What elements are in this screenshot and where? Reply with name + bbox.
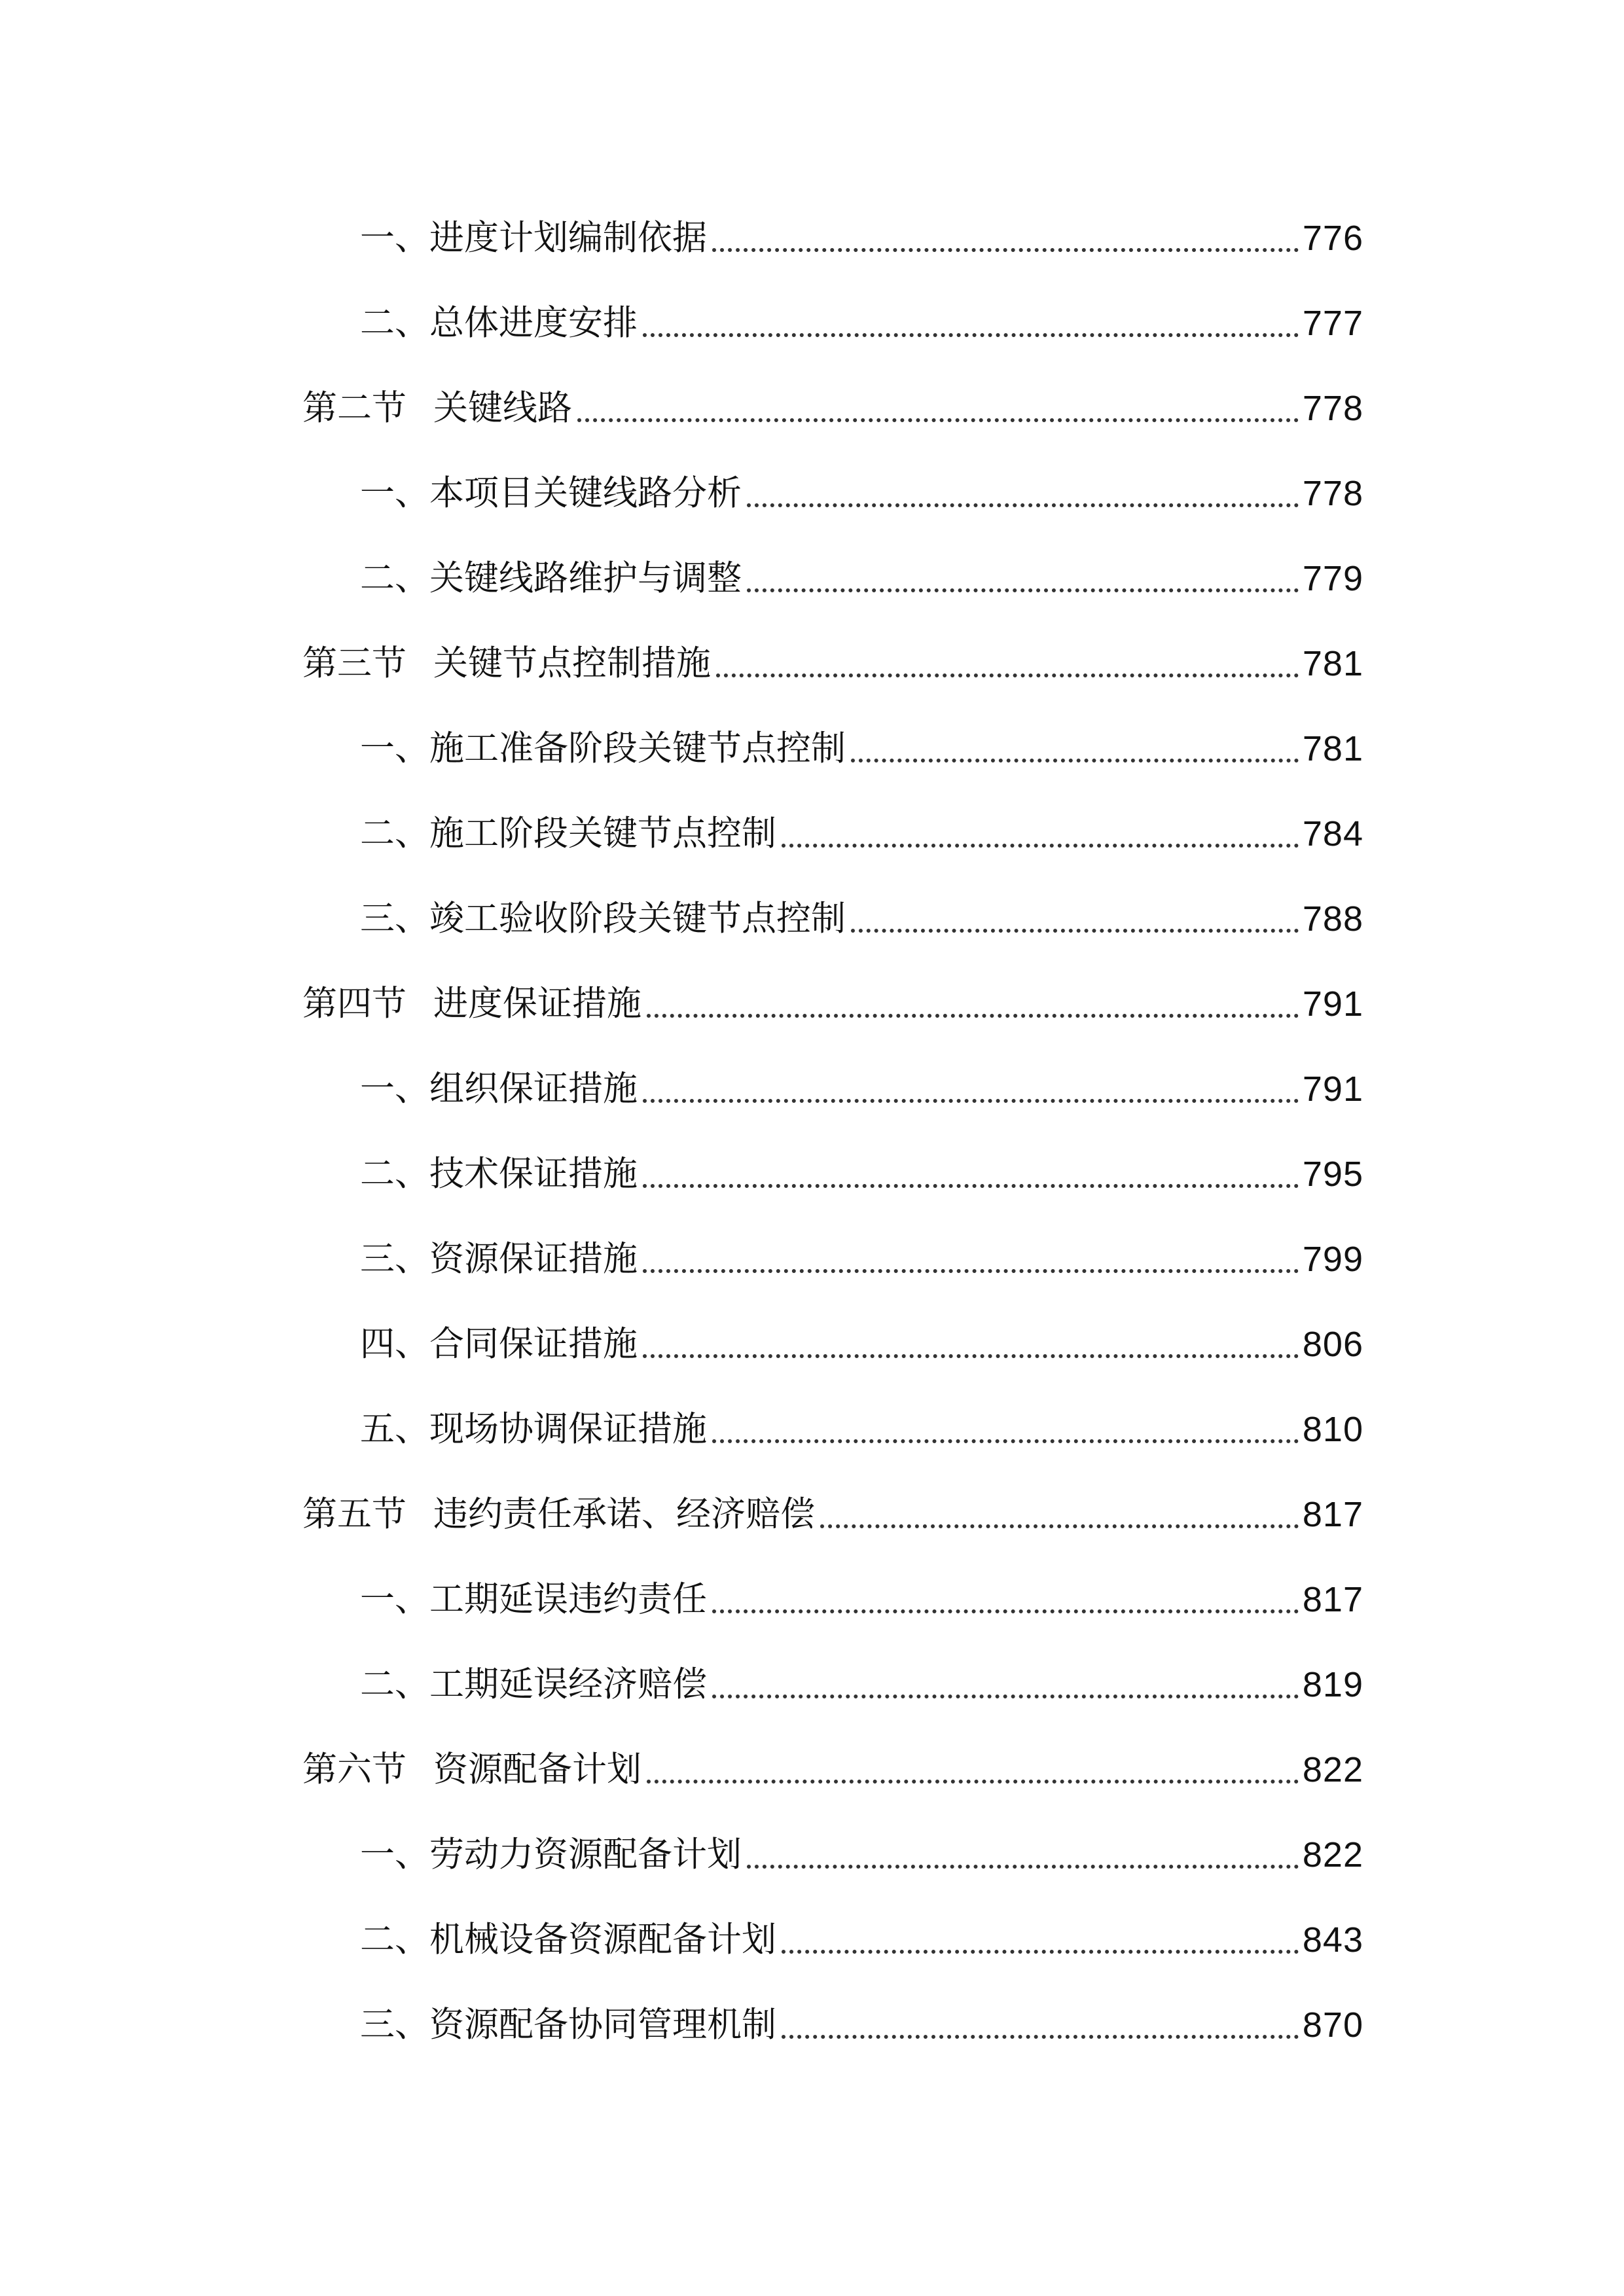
toc-entry-title: 本项目关键线路分析 — [429, 473, 742, 513]
toc-entry[interactable] — [360, 1233, 1363, 1285]
toc-entry-page-number: 817 — [1302, 1580, 1363, 1619]
toc-entry-page-number: 781 — [1302, 644, 1363, 683]
toc-entry-prefix: 一、 — [360, 1835, 429, 1874]
toc-entry[interactable] — [360, 723, 1363, 775]
toc-entry-title: 资源配备协同管理机制 — [429, 2005, 776, 2045]
toc-entry-prefix: 二、 — [360, 558, 429, 598]
toc-entry-prefix: 一、 — [360, 1579, 429, 1619]
toc-entry-title: 施工阶段关键节点控制 — [429, 814, 776, 853]
toc-entry-prefix: 一、 — [360, 473, 429, 513]
toc-entry[interactable] — [360, 297, 1363, 350]
toc-entry-page-number: 817 — [1302, 1495, 1363, 1534]
toc-entry-prefix: 二、 — [360, 303, 429, 343]
toc-entry-page-number: 822 — [1302, 1835, 1363, 1874]
toc-entry-prefix: 五、 — [360, 1409, 429, 1449]
toc-entry[interactable] — [360, 1403, 1363, 1456]
dot-leader — [712, 248, 1299, 252]
toc-entry-page-number: 806 — [1302, 1325, 1363, 1364]
toc-entry[interactable] — [360, 1659, 1363, 1711]
toc-entry-title: 工期延误经济赔偿 — [429, 1664, 707, 1704]
toc-entry-title: 资源保证措施 — [429, 1239, 638, 1279]
toc-entry-title: 关键节点控制措施 — [433, 643, 711, 683]
toc-entry-prefix: 第五节 — [302, 1494, 406, 1534]
toc-entry[interactable] — [360, 212, 1363, 264]
toc-entry-page-number: 843 — [1302, 1920, 1363, 1960]
toc-entry-prefix: 二、 — [360, 814, 429, 853]
toc-section-entry[interactable] — [302, 637, 1363, 690]
toc-entry-title: 工期延误违约责任 — [429, 1579, 707, 1619]
toc-entry-prefix: 四、 — [360, 1324, 429, 1364]
toc-entry[interactable] — [360, 1829, 1363, 1881]
toc-entry[interactable] — [360, 467, 1363, 520]
dot-leader — [577, 418, 1299, 422]
dot-leader — [747, 588, 1299, 592]
dot-leader — [643, 1099, 1299, 1103]
toc-entry-prefix: 第四节 — [302, 984, 406, 1024]
toc-entry[interactable] — [360, 1999, 1363, 2051]
toc-entry-page-number: 781 — [1302, 729, 1363, 768]
toc-entry-title: 竣工验收阶段关键节点控制 — [429, 899, 846, 939]
toc-entry-page-number: 791 — [1302, 1069, 1363, 1109]
dot-leader — [643, 1354, 1299, 1358]
toc-entry-title: 关键线路维护与调整 — [429, 558, 742, 598]
dot-leader — [647, 1014, 1299, 1018]
toc-entry-prefix: 第二节 — [302, 388, 406, 428]
toc-section-entry[interactable] — [302, 1744, 1363, 1796]
toc-entry-page-number: 778 — [1302, 474, 1363, 513]
toc-entry-title: 合同保证措施 — [429, 1324, 638, 1364]
toc-entry-page-number: 784 — [1302, 814, 1363, 853]
toc-entry-prefix: 一、 — [360, 218, 429, 258]
toc-entry-prefix: 一、 — [360, 728, 429, 768]
dot-leader — [747, 503, 1299, 507]
toc-entry-prefix: 二、 — [360, 1154, 429, 1194]
dot-leader — [747, 1865, 1299, 1869]
toc-entry-page-number: 779 — [1302, 559, 1363, 598]
toc-entry-page-number: 795 — [1302, 1155, 1363, 1194]
toc-entry[interactable] — [360, 1318, 1363, 1371]
toc-entry-title: 现场协调保证措施 — [429, 1409, 707, 1449]
toc-entry-prefix: 三、 — [360, 2005, 429, 2045]
toc-entry-title: 机械设备资源配备计划 — [429, 1920, 776, 1960]
dot-leader — [643, 1184, 1299, 1188]
toc-entry-title: 技术保证措施 — [429, 1154, 638, 1194]
toc-entry-prefix: 二、 — [360, 1664, 429, 1704]
toc-entry[interactable] — [360, 1148, 1363, 1200]
toc-entry-prefix: 第三节 — [302, 643, 406, 683]
toc-section-entry[interactable] — [302, 382, 1363, 435]
toc-entry-title: 总体进度安排 — [429, 303, 638, 343]
toc-entry[interactable] — [360, 893, 1363, 945]
dot-leader — [782, 2035, 1299, 2039]
toc-entry-page-number: 776 — [1302, 219, 1363, 258]
toc-section-entry[interactable] — [302, 1488, 1363, 1541]
toc-entry-page-number: 810 — [1302, 1410, 1363, 1449]
toc-entry-page-number: 777 — [1302, 304, 1363, 343]
toc-entry-page-number: 870 — [1302, 2005, 1363, 2045]
toc-entry[interactable] — [360, 1573, 1363, 1626]
dot-leader — [712, 1695, 1299, 1698]
dot-leader — [643, 1269, 1299, 1273]
toc-entry[interactable] — [360, 1914, 1363, 1966]
toc-entry[interactable] — [360, 1063, 1363, 1115]
dot-leader — [712, 1439, 1299, 1443]
toc-entry-title: 关键线路 — [433, 388, 572, 428]
dot-leader — [851, 929, 1299, 933]
dot-leader — [712, 1609, 1299, 1613]
toc-entry-title: 施工准备阶段关键节点控制 — [429, 728, 846, 768]
toc-section-entry[interactable] — [302, 978, 1363, 1030]
toc-entry-page-number: 791 — [1302, 984, 1363, 1024]
dot-leader — [782, 844, 1299, 848]
toc-entry-prefix: 第六节 — [302, 1749, 406, 1789]
toc-entry-prefix: 一、 — [360, 1069, 429, 1109]
toc-entry-page-number: 799 — [1302, 1240, 1363, 1279]
dot-leader — [820, 1524, 1299, 1528]
dot-leader — [647, 1780, 1299, 1784]
dot-leader — [851, 759, 1299, 762]
dot-leader — [643, 333, 1299, 337]
dot-leader — [716, 673, 1299, 677]
toc-entry-title: 进度计划编制依据 — [429, 218, 707, 258]
toc-entry[interactable] — [360, 552, 1363, 605]
toc-entry-prefix: 二、 — [360, 1920, 429, 1960]
toc-entry-page-number: 788 — [1302, 899, 1363, 939]
toc-entry-page-number: 778 — [1302, 389, 1363, 428]
toc-entry-title: 劳动力资源配备计划 — [429, 1835, 742, 1874]
toc-entry-title: 违约责任承诺、经济赔偿 — [433, 1494, 815, 1534]
toc-entry-prefix: 三、 — [360, 1239, 429, 1279]
toc-entry[interactable] — [360, 808, 1363, 860]
toc-entry-title: 资源配备计划 — [433, 1749, 641, 1789]
toc-entry-page-number: 822 — [1302, 1750, 1363, 1789]
toc-entry-title: 组织保证措施 — [429, 1069, 638, 1109]
dot-leader — [782, 1950, 1299, 1954]
toc-entry-title: 进度保证措施 — [433, 984, 641, 1024]
toc-entry-page-number: 819 — [1302, 1665, 1363, 1704]
toc-entry-prefix: 三、 — [360, 899, 429, 939]
